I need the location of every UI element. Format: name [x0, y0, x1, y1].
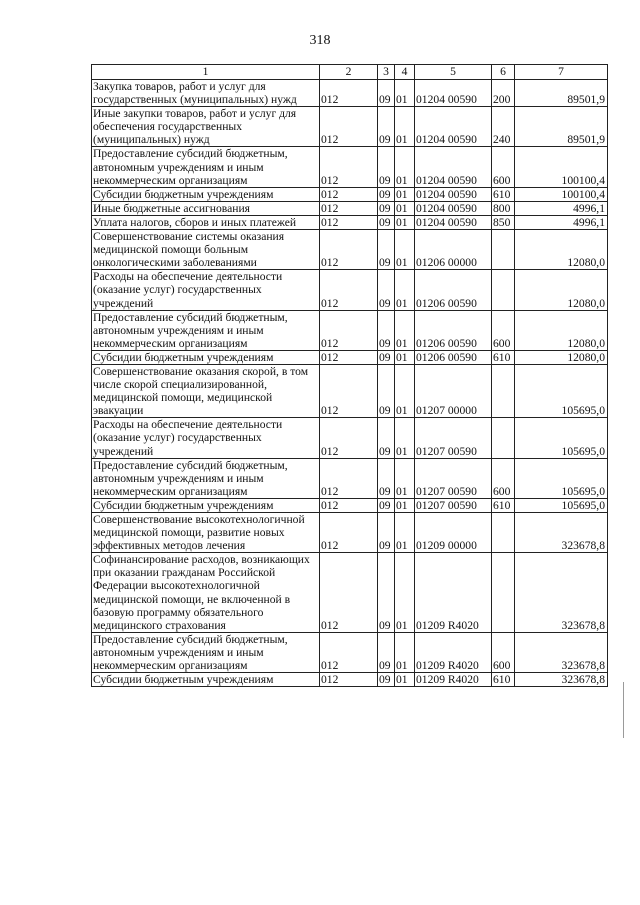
section-cell: 09: [378, 553, 395, 633]
subsection-cell: 01: [395, 310, 415, 350]
amount-cell: 323678,8: [515, 673, 608, 687]
amount-cell: 4996,1: [515, 201, 608, 215]
amount-cell: 12080,0: [515, 310, 608, 350]
ministry-code-cell: 012: [320, 310, 378, 350]
subsection-cell: 01: [395, 418, 415, 458]
ministry-code-cell: 012: [320, 673, 378, 687]
amount-cell: 100100,4: [515, 187, 608, 201]
item-name-cell: Расходы на обеспечение деятельности (оказание услуг) государственных учреждений: [92, 270, 320, 310]
section-cell: 09: [378, 458, 395, 498]
ministry-code-cell: 012: [320, 201, 378, 215]
ministry-code-cell: 012: [320, 513, 378, 553]
section-cell: 09: [378, 418, 395, 458]
amount-cell: 323678,8: [515, 553, 608, 633]
expense-type-cell: [492, 553, 515, 633]
header-col-1: 1: [92, 65, 320, 80]
table-row: [92, 80, 608, 107]
item-name-cell: Предоставление субсидий бюджетным, автономным учреждениям и иным некоммерческим организациям: [92, 310, 320, 350]
section-cell: 09: [378, 80, 395, 107]
table-row: [92, 310, 608, 350]
expense-type-cell: 600: [492, 632, 515, 672]
subsection-cell: 01: [395, 147, 415, 187]
section-cell: 09: [378, 498, 395, 512]
table-row: [92, 513, 608, 553]
ministry-code-cell: 012: [320, 418, 378, 458]
header-col-6: 6: [492, 65, 515, 80]
subsection-cell: 01: [395, 230, 415, 270]
page-number: 318: [309, 33, 331, 48]
section-cell: 09: [378, 147, 395, 187]
header-col-3: 3: [378, 65, 395, 80]
section-cell: 09: [378, 673, 395, 687]
subsection-cell: 01: [395, 187, 415, 201]
table-row: [92, 458, 608, 498]
item-name-cell: Субсидии бюджетным учреждениям: [92, 187, 320, 201]
subsection-cell: 01: [395, 632, 415, 672]
item-name-cell: Предоставление субсидий бюджетным, автономным учреждениям и иным некоммерческим организациям: [92, 632, 320, 672]
target-article-cell: 01206 00000: [415, 230, 492, 270]
expense-type-cell: 600: [492, 147, 515, 187]
section-cell: 09: [378, 350, 395, 364]
section-cell: 09: [378, 201, 395, 215]
header-col-5: 5: [415, 65, 492, 80]
item-name-cell: Закупка товаров, работ и услуг для государственных (муниципальных) нужд: [92, 80, 320, 107]
target-article-cell: 01209 00000: [415, 513, 492, 553]
target-article-cell: 01206 00590: [415, 310, 492, 350]
expense-type-cell: 240: [492, 107, 515, 147]
table-row: [92, 350, 608, 364]
section-cell: 09: [378, 215, 395, 229]
target-article-cell: 01204 00590: [415, 201, 492, 215]
item-name-cell: Субсидии бюджетным учреждениям: [92, 498, 320, 512]
amount-cell: 323678,8: [515, 632, 608, 672]
subsection-cell: 01: [395, 80, 415, 107]
table-row: [92, 418, 608, 458]
item-name-cell: Иные закупки товаров, работ и услуг для обеспечения государственных (муниципальных) нужд: [92, 107, 320, 147]
item-name-cell: Уплата налогов, сборов и иных платежей: [92, 215, 320, 229]
amount-cell: 105695,0: [515, 498, 608, 512]
expense-type-cell: 600: [492, 458, 515, 498]
amount-cell: 12080,0: [515, 270, 608, 310]
scan-edge-mark: [623, 682, 624, 738]
target-article-cell: 01204 00590: [415, 147, 492, 187]
target-article-cell: 01204 00590: [415, 80, 492, 107]
table-row: [92, 364, 608, 417]
ministry-code-cell: 012: [320, 498, 378, 512]
section-cell: 09: [378, 230, 395, 270]
expense-type-cell: [492, 364, 515, 417]
section-cell: 09: [378, 187, 395, 201]
expense-type-cell: [492, 230, 515, 270]
expense-type-cell: 800: [492, 201, 515, 215]
section-cell: 09: [378, 107, 395, 147]
item-name-cell: Совершенствование системы оказания медицинской помощи больным онкологическими заболеваниями: [92, 230, 320, 270]
table-row: [92, 498, 608, 512]
subsection-cell: 01: [395, 364, 415, 417]
target-article-cell: 01204 00590: [415, 215, 492, 229]
table-row: [92, 553, 608, 633]
expense-type-cell: [492, 418, 515, 458]
ministry-code-cell: 012: [320, 107, 378, 147]
amount-cell: 12080,0: [515, 230, 608, 270]
amount-cell: 105695,0: [515, 418, 608, 458]
ministry-code-cell: 012: [320, 230, 378, 270]
amount-cell: 105695,0: [515, 458, 608, 498]
table-row: [92, 187, 608, 201]
amount-cell: 12080,0: [515, 350, 608, 364]
target-article-cell: 01207 00590: [415, 418, 492, 458]
item-name-cell: Расходы на обеспечение деятельности (оказание услуг) государственных учреждений: [92, 418, 320, 458]
ministry-code-cell: 012: [320, 553, 378, 633]
target-article-cell: 01209 R4020: [415, 632, 492, 672]
subsection-cell: 01: [395, 350, 415, 364]
subsection-cell: 01: [395, 107, 415, 147]
item-name-cell: Софинансирование расходов, возникающих при оказании гражданам Российской Федерации высокотехнологичной медицинской помощи, не включенной в базовую программу обязательного медицинского страхования: [92, 553, 320, 633]
target-article-cell: 01204 00590: [415, 187, 492, 201]
budget-table: [91, 64, 608, 687]
expense-type-cell: 610: [492, 187, 515, 201]
item-name-cell: Субсидии бюджетным учреждениям: [92, 350, 320, 364]
ministry-code-cell: 012: [320, 187, 378, 201]
table-row: [92, 632, 608, 672]
ministry-code-cell: 012: [320, 80, 378, 107]
expense-type-cell: 610: [492, 350, 515, 364]
amount-cell: 89501,9: [515, 107, 608, 147]
subsection-cell: 01: [395, 553, 415, 633]
ministry-code-cell: 012: [320, 270, 378, 310]
subsection-cell: 01: [395, 458, 415, 498]
item-name-cell: Совершенствование высокотехнологичной медицинской помощи, развитие новых эффективных методов лечения: [92, 513, 320, 553]
subsection-cell: 01: [395, 498, 415, 512]
ministry-code-cell: 012: [320, 147, 378, 187]
header-col-4: 4: [395, 65, 415, 80]
subsection-cell: 01: [395, 513, 415, 553]
table-row: [92, 147, 608, 187]
item-name-cell: Иные бюджетные ассигнования: [92, 201, 320, 215]
amount-cell: 105695,0: [515, 364, 608, 417]
expense-type-cell: [492, 513, 515, 553]
subsection-cell: 01: [395, 270, 415, 310]
section-cell: 09: [378, 270, 395, 310]
table-row: [92, 673, 608, 687]
table-body: [92, 80, 608, 687]
target-article-cell: 01207 00590: [415, 498, 492, 512]
subsection-cell: 01: [395, 215, 415, 229]
section-cell: 09: [378, 310, 395, 350]
table-row: [92, 230, 608, 270]
section-cell: 09: [378, 632, 395, 672]
section-cell: 09: [378, 364, 395, 417]
amount-cell: 323678,8: [515, 513, 608, 553]
table-row: [92, 201, 608, 215]
header-col-7: 7: [515, 65, 608, 80]
target-article-cell: 01209 R4020: [415, 553, 492, 633]
target-article-cell: 01209 R4020: [415, 673, 492, 687]
ministry-code-cell: 012: [320, 458, 378, 498]
item-name-cell: Предоставление субсидий бюджетным, автономным учреждениям и иным некоммерческим организациям: [92, 147, 320, 187]
item-name-cell: Совершенствование оказания скорой, в том числе скорой специализированной, медицинской помощи, медицинской эвакуации: [92, 364, 320, 417]
table-row: [92, 270, 608, 310]
ministry-code-cell: 012: [320, 215, 378, 229]
subsection-cell: 01: [395, 673, 415, 687]
table-row: [92, 215, 608, 229]
amount-cell: 100100,4: [515, 147, 608, 187]
expense-type-cell: 610: [492, 498, 515, 512]
expense-type-cell: [492, 270, 515, 310]
subsection-cell: 01: [395, 201, 415, 215]
item-name-cell: Предоставление субсидий бюджетным, автономным учреждениям и иным некоммерческим организациям: [92, 458, 320, 498]
header-row: [92, 65, 608, 80]
table-row: [92, 107, 608, 147]
amount-cell: 89501,9: [515, 80, 608, 107]
expense-type-cell: 200: [492, 80, 515, 107]
target-article-cell: 01207 00590: [415, 458, 492, 498]
item-name-cell: Субсидии бюджетным учреждениям: [92, 673, 320, 687]
expense-type-cell: 850: [492, 215, 515, 229]
section-cell: 09: [378, 513, 395, 553]
ministry-code-cell: 012: [320, 350, 378, 364]
ministry-code-cell: 012: [320, 364, 378, 417]
ministry-code-cell: 012: [320, 632, 378, 672]
table-header: [92, 65, 608, 80]
expense-type-cell: 610: [492, 673, 515, 687]
expense-type-cell: 600: [492, 310, 515, 350]
amount-cell: 4996,1: [515, 215, 608, 229]
target-article-cell: 01206 00590: [415, 350, 492, 364]
target-article-cell: 01204 00590: [415, 107, 492, 147]
target-article-cell: 01206 00590: [415, 270, 492, 310]
target-article-cell: 01207 00000: [415, 364, 492, 417]
header-col-2: 2: [320, 65, 378, 80]
